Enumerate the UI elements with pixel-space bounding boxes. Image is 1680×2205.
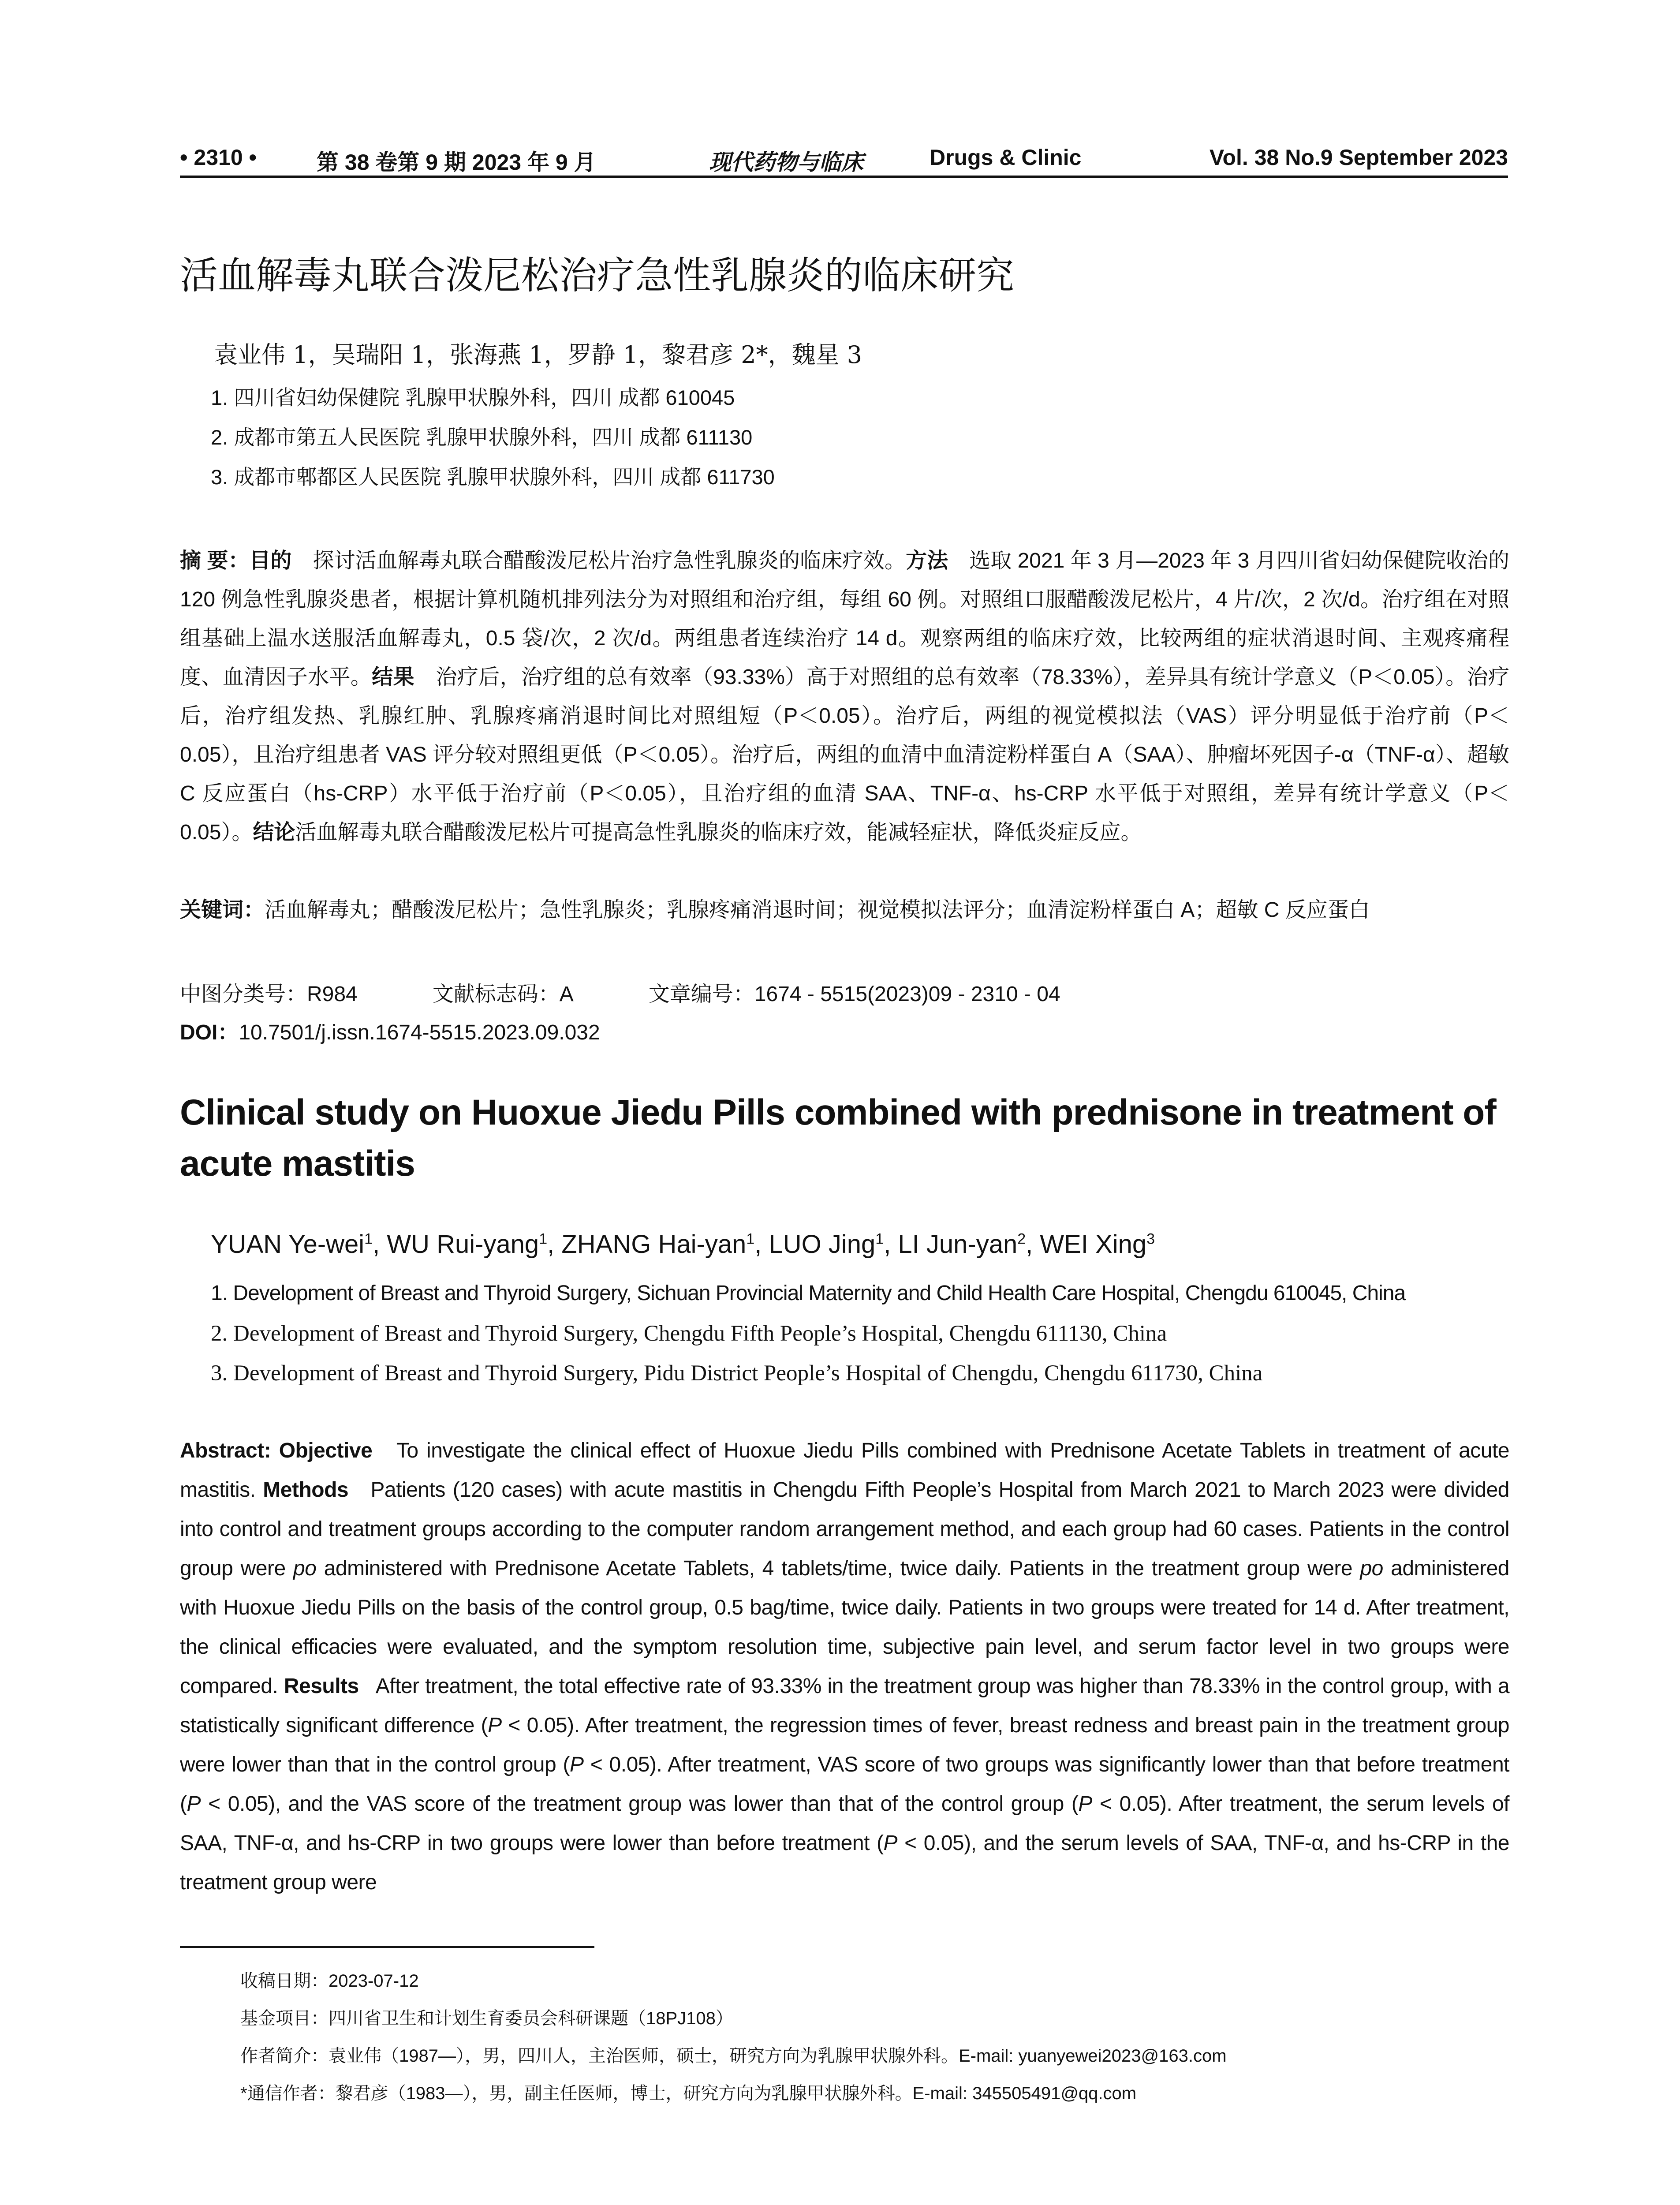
footnote-received: 收稿日期：2023-07-12	[240, 1971, 419, 1991]
running-header	[180, 140, 1508, 178]
p-symbol: P	[187, 1792, 201, 1816]
affiliation-cn-3: 3. 成都市郫都区人民医院 乳腺甲状腺外科，四川 成都 611730	[211, 465, 775, 489]
author-en-3: ZHANG Hai-yan$^1$,	[561, 1230, 769, 1259]
keywords-label-cn: 关键词：	[180, 898, 265, 922]
objective-label-cn: 目的	[249, 549, 292, 572]
journal-name-en: Drugs & Clinic	[930, 145, 1082, 170]
affiliation-cn-1: 1. 四川省妇幼保健院 乳腺甲状腺外科，四川 成都 610045	[211, 386, 735, 409]
issue-info: 第 38 卷第 9 期 2023 年 9 月	[317, 150, 596, 175]
keywords-text-cn: 活血解毒丸；醋酸泼尼松片；急性乳腺炎；乳腺疼痛消退时间；视觉模拟法评分；血清淀粉样蛋白 A；超敏 C 反应蛋白	[265, 898, 1370, 922]
affiliation-en-1: 1. Development of Breast and Thyroid Surgery, Sichuan Provincial Maternity and Child Health Care Hospital, Chengdu 610045, China	[211, 1282, 1406, 1305]
author-en-5: LI Jun-yan$^2$,	[898, 1230, 1040, 1259]
keywords-cn	[180, 891, 1509, 930]
author-en-2: WU Rui-yang$^1$,	[387, 1230, 562, 1259]
abstract-en-label: Abstract:	[180, 1439, 271, 1462]
results-en-a: After treatment, the total effective rate of 93.33% in the treatment group was higher than 78.33% in the control group, with a statistically significant difference (	[180, 1674, 1510, 1737]
methods-label-en: Methods	[263, 1478, 349, 1502]
footnote-corresponding: *通信作者：黎君彦（1983—），男，副主任医师，博士，研究方向为乳腺甲状腺外科。E-mail: 345505491@qq.com	[240, 2084, 1137, 2103]
results-label-cn: 结果	[372, 665, 414, 689]
author-en-6: WEI Xing$^3$	[1040, 1230, 1155, 1259]
clc-number: 中图分类号：R984	[180, 983, 358, 1006]
abstract-cn	[180, 542, 1509, 852]
results-cn: 治疗后，治疗组的总有效率（93.33%）高于对照组的总有效率（78.33%），差异具有统计学意义（P＜0.05）。治疗后，治疗组发热、乳腺红肿、乳腺疼痛消退时间比对照组短（P＜0.05）。治疗后，两组的视觉模拟法（VAS）评分明显低于治疗前（P＜0.05），且治疗组患者 VAS 评分较对照组更低（P＜0.05）。治疗后，两组的血清中血清淀粉样蛋白 A（SAA）、肿瘤坏死因子-α（TNF-α）、超敏 C 反应蛋白（hs-CRP）水平低于治疗前（P＜0.05），且治疗组的血清 SAA、TNF-α、hs-CRP 水平低于对照组，差异有统计学意义（P＜0.05）。	[180, 665, 1509, 844]
p-symbol: P	[488, 1714, 502, 1737]
affiliation-en-3: 3. Development of Breast and Thyroid Surgery, Pidu District People’s Hospital of Chengdu, Chengdu 611730, China	[211, 1361, 1263, 1386]
affiliation-cn-2: 2. 成都市第五人民医院 乳腺甲状腺外科，四川 成都 611130	[211, 426, 753, 449]
p-symbol: P	[569, 1753, 584, 1776]
po-term: po	[1360, 1557, 1383, 1580]
objective-cn: 探讨活血解毒丸联合醋酸泼尼松片治疗急性乳腺炎的临床疗效。	[313, 549, 906, 572]
abstract-en	[180, 1431, 1509, 1902]
footnote-divider	[180, 1946, 594, 1948]
results-en-e: < 0.05). After treatment, the serum levels of SAA, TNF-α, and hs-CRP in two groups were lower than before treatment (	[180, 1792, 1510, 1855]
doi-link[interactable]: 10.7501/j.issn.1674-5515.2023.09.032	[239, 1021, 600, 1044]
objective-label-en: Objective	[279, 1439, 373, 1462]
document-code: 文献标志码：A	[432, 983, 574, 1006]
methods-cn: 选取 2021 年 3 月—2023 年 3 月四川省妇幼保健院收治的 120 例急性乳腺炎患者，根据计算机随机排列法分为对照组和治疗组，每组 60 例。对照组口服醋酸泼尼松片，4 片/次，2 次/d。治疗组在对照组基础上温水送服活血解毒丸，0.5 袋/次，2 次/d。两组患者连续治疗 14 d。观察两组的临床疗效，比较两组的症状消退时间、主观疼痛程度、血清因子水平。	[180, 549, 1509, 689]
authors-en	[211, 1230, 1155, 1259]
doi-line	[180, 1015, 600, 1046]
volume-info: Vol. 38 No.9 September 2023	[1209, 145, 1508, 170]
author-en-4: LUO Jing$^1$,	[769, 1230, 898, 1259]
methods-en-c: administered with Huoxue Jiedu Pills on the basis of the control group, 0.5 bag/time, twice daily. Patients in two groups were treated for 14 d. After treatment, the clinical efficacies were evaluated, and the symptom resolution time, subjective pain level, and serum factor level in two groups were compared.	[180, 1557, 1509, 1698]
doi-label: DOI：	[180, 1021, 239, 1044]
methods-en-b: administered with Prednisone Acetate Tablets, 4 tablets/time, twice daily. Patients in the treatment group were	[324, 1557, 1353, 1580]
results-en-f: < 0.05), and the serum levels of SAA, TNF-α, and hs-CRP in the treatment group were	[180, 1831, 1510, 1894]
methods-label-cn: 方法	[906, 549, 948, 572]
results-en-d: < 0.05), and the VAS score of the treatment group was lower than that of the control group (	[201, 1792, 1079, 1816]
affiliation-en-2: 2. Development of Breast and Thyroid Surgery, Chengdu Fifth People’s Hospital, Chengdu 611130, China	[211, 1321, 1167, 1346]
classification-line	[180, 977, 1060, 1007]
authors-cn: 袁业伟 1，吴瑞阳 1，张海燕 1，罗静 1，黎君彦 2*，魏星 3	[214, 341, 862, 369]
p-symbol: P	[1078, 1792, 1092, 1816]
footnote-fund: 基金项目：四川省卫生和计划生育委员会科研课题（18PJ108）	[240, 2009, 733, 2028]
po-term: po	[293, 1557, 317, 1580]
objective-en: To investigate the clinical effect of Huoxue Jiedu Pills combined with Prednisone Acetate Tablets in treatment of acute mastitis.	[180, 1439, 1509, 1502]
results-label-en: Results	[284, 1674, 359, 1698]
abstract-cn-label: 摘 要：	[180, 549, 250, 572]
conclusion-label-cn: 结论	[253, 821, 295, 844]
author-en-1: YUAN Ye-wei$^1$,	[211, 1230, 387, 1259]
results-en-c: < 0.05). After treatment, VAS score of two groups was significantly lower than that before treatment (	[180, 1753, 1509, 1816]
results-en-b: < 0.05). After treatment, the regression times of fever, breast redness and breast pain in the treatment group were lower than that in the control group (	[180, 1714, 1510, 1776]
title-en: Clinical study on Huoxue Jiedu Pills combined with prednisone in treatment of acute mastitis	[180, 1092, 1496, 1184]
article-number: 文章编号：1674 - 5515(2023)09 - 2310 - 04	[648, 983, 1060, 1006]
page-number: • 2310 •	[180, 145, 257, 170]
p-symbol: P	[883, 1831, 897, 1855]
methods-en-a: Patients (120 cases) with acute mastitis in Chengdu Fifth People’s Hospital from March 2021 to March 2023 were divided into control and treatment groups according to the computer random arrangement method, and each group had 60 cases. Patients in the control group were	[180, 1478, 1509, 1580]
journal-name-cn: 现代药物与临床	[709, 149, 863, 175]
conclusion-cn: 活血解毒丸联合醋酸泼尼松片可提高急性乳腺炎的临床疗效，能减轻症状，降低炎症反应。	[295, 821, 1142, 844]
title-cn: 活血解毒丸联合泼尼松治疗急性乳腺炎的临床研究	[180, 254, 1014, 297]
footnote-author-bio: 作者简介：袁业伟（1987—），男，四川人，主治医师，硕士，研究方向为乳腺甲状腺外科。E-mail: yuanyewei2023@163.com	[240, 2046, 1227, 2066]
